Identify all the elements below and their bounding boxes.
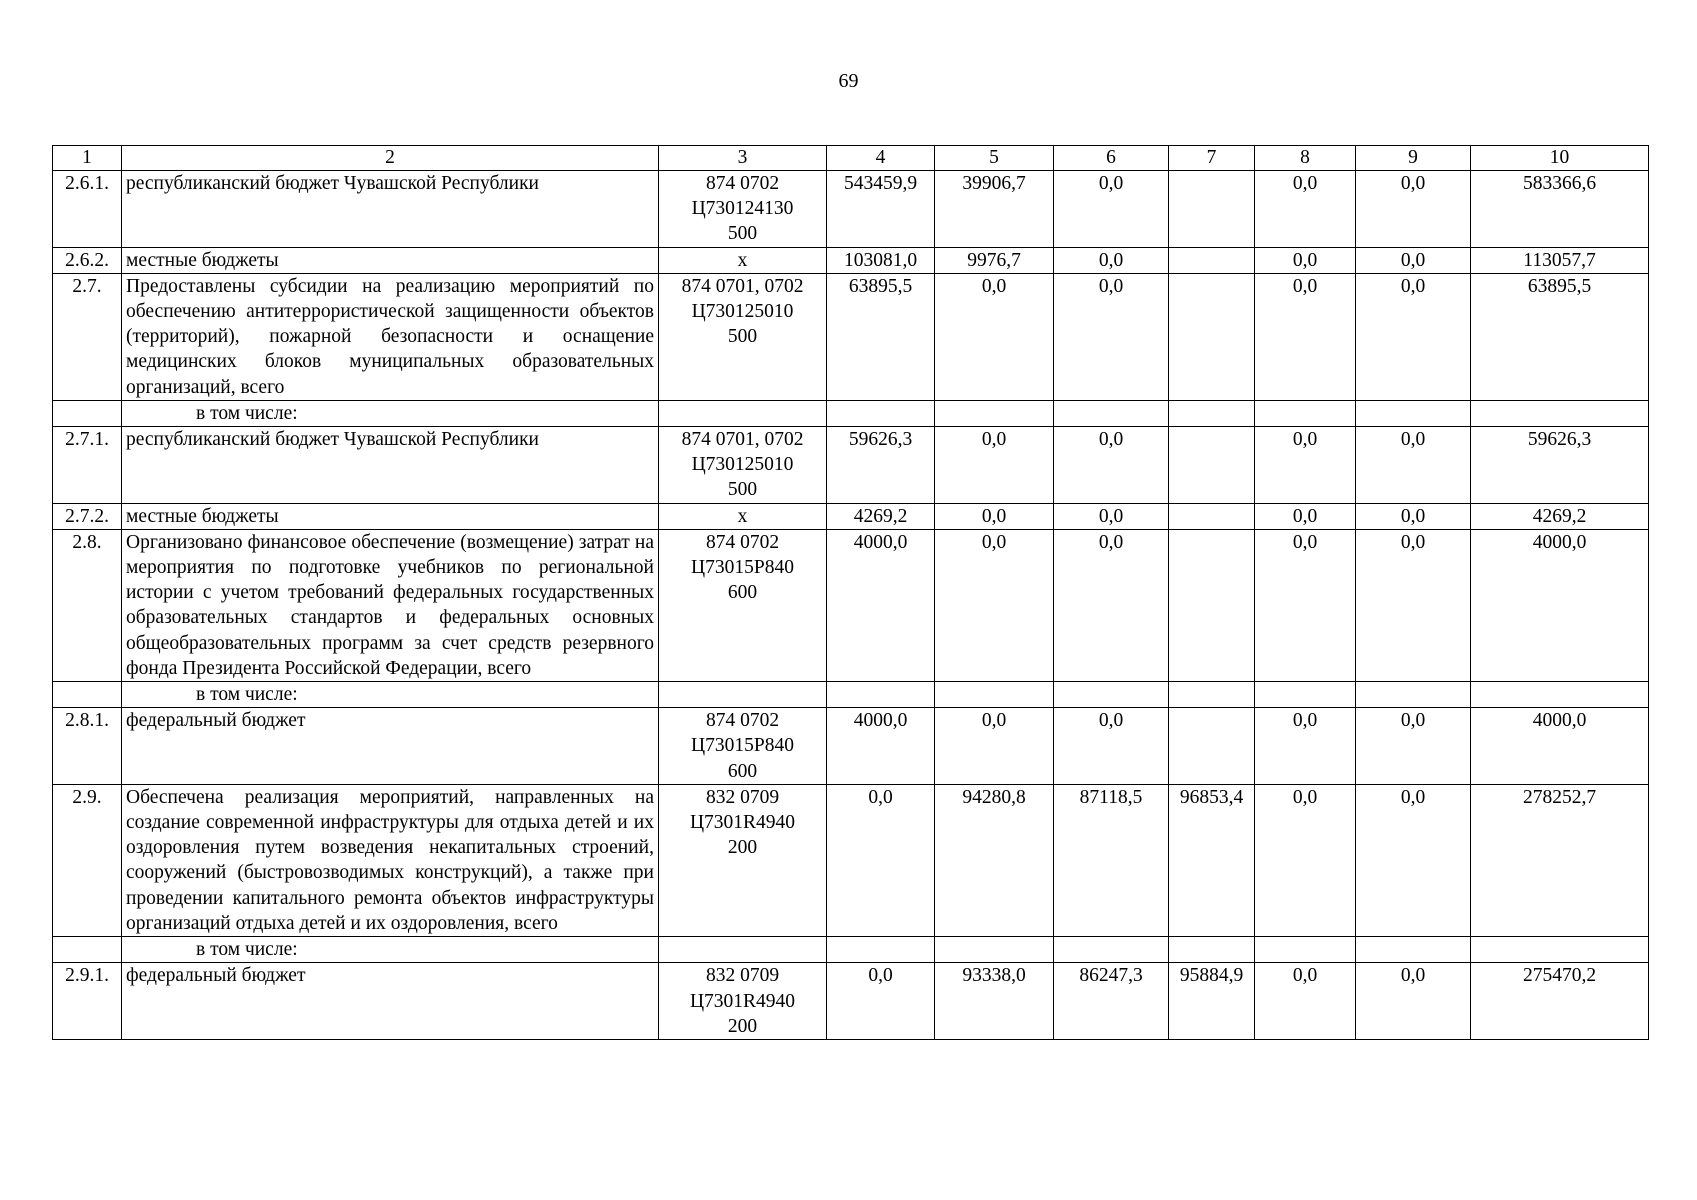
row-number-cell: 2.7.1.: [53, 427, 122, 504]
value-cell-4: 0,0: [827, 963, 935, 1040]
value-cell-8: 0,0: [1255, 503, 1356, 529]
total-cell: 113057,7: [1471, 247, 1649, 273]
value-cell-8: 0,0: [1255, 529, 1356, 681]
column-header: 4: [827, 146, 935, 171]
value-cell-5: 0,0: [935, 273, 1054, 400]
value-cell-9: 0,0: [1356, 171, 1471, 248]
budget-code-cell: [659, 784, 827, 936]
budget-code-line: 874 0701, 0702: [681, 429, 804, 451]
value-cell-4: 543459,9: [827, 171, 935, 248]
total-cell: [1471, 682, 1649, 708]
value-cell-6: 0,0: [1054, 171, 1169, 248]
value-cell-9: 0,0: [1356, 247, 1471, 273]
table-body: [53, 146, 1649, 1040]
value-cell-7: [1169, 708, 1255, 785]
table-row: [53, 400, 1649, 426]
value-cell-9: [1356, 682, 1471, 708]
value-cell-8: 0,0: [1255, 427, 1356, 504]
budget-table: [52, 145, 1649, 1040]
row-number-cell: 2.7.2.: [53, 503, 122, 529]
value-cell-8: 0,0: [1255, 708, 1356, 785]
table-row: [53, 171, 1649, 248]
table-row: [53, 247, 1649, 273]
table-row: [53, 937, 1649, 963]
total-cell: [1471, 937, 1649, 963]
total-cell: 4269,2: [1471, 503, 1649, 529]
budget-code-cell: [659, 171, 827, 248]
value-cell-6: 0,0: [1054, 427, 1169, 504]
value-cell-7: [1169, 682, 1255, 708]
row-number-cell: 2.7.: [53, 273, 122, 400]
value-cell-5: 0,0: [935, 529, 1054, 681]
value-cell-7: 95884,9: [1169, 963, 1255, 1040]
value-cell-7: [1169, 400, 1255, 426]
column-header: 5: [935, 146, 1054, 171]
column-header: 8: [1255, 146, 1356, 171]
description-cell: [122, 708, 659, 785]
value-cell-6: [1054, 682, 1169, 708]
description-text: республиканский бюджет Чувашской Республики: [126, 173, 539, 194]
row-number-cell: 2.9.1.: [53, 963, 122, 1040]
value-cell-5: [935, 682, 1054, 708]
value-cell-7: [1169, 171, 1255, 248]
value-cell-9: 0,0: [1356, 273, 1471, 400]
value-cell-6: 0,0: [1054, 273, 1169, 400]
value-cell-9: 0,0: [1356, 427, 1471, 504]
value-cell-9: [1356, 937, 1471, 963]
value-cell-4: 0,0: [827, 784, 935, 936]
total-cell: 4000,0: [1471, 529, 1649, 681]
budget-code-line: 874 0702: [705, 531, 780, 553]
row-number-cell: 2.8.: [53, 529, 122, 681]
budget-code-line: x: [737, 249, 748, 271]
total-cell: 275470,2: [1471, 963, 1649, 1040]
value-cell-5: [935, 400, 1054, 426]
value-cell-7: [1169, 427, 1255, 504]
budget-code-line: 600: [727, 760, 758, 782]
budget-code-cell: [659, 937, 827, 963]
value-cell-7: [1169, 937, 1255, 963]
budget-code-line: 200: [727, 1015, 758, 1037]
description-text: местные бюджеты: [126, 249, 279, 271]
description-cell: [122, 529, 659, 681]
value-cell-4: 103081,0: [827, 247, 935, 273]
description-text: федеральный бюджет: [126, 965, 306, 987]
budget-code-cell: [659, 400, 827, 426]
budget-code-cell: [659, 427, 827, 504]
description-cell: [122, 682, 659, 708]
row-number-cell: 2.6.2.: [53, 247, 122, 273]
value-cell-7: [1169, 273, 1255, 400]
value-cell-6: [1054, 400, 1169, 426]
row-number-cell: [53, 682, 122, 708]
budget-code-line: 874 0701, 0702: [681, 275, 804, 297]
value-cell-8: [1255, 400, 1356, 426]
table-row: [53, 682, 1649, 708]
budget-code-line: Ц730125010: [691, 301, 794, 323]
budget-code-line: 500: [727, 326, 758, 348]
budget-code-cell: [659, 682, 827, 708]
subheading-label: в том числе:: [196, 939, 298, 961]
description-cell: [122, 273, 659, 400]
budget-code-line: 500: [727, 223, 758, 245]
value-cell-4: 63895,5: [827, 273, 935, 400]
value-cell-6: [1054, 937, 1169, 963]
value-cell-6: 0,0: [1054, 529, 1169, 681]
value-cell-8: 0,0: [1255, 171, 1356, 248]
value-cell-4: 4000,0: [827, 708, 935, 785]
column-header: 3: [659, 146, 827, 171]
budget-code-cell: [659, 503, 827, 529]
value-cell-6: 0,0: [1054, 247, 1169, 273]
budget-code-line: Ц73015Р840: [691, 735, 794, 757]
budget-code-line: 874 0702: [705, 173, 780, 194]
value-cell-7: [1169, 529, 1255, 681]
column-header: 6: [1054, 146, 1169, 171]
value-cell-4: [827, 937, 935, 963]
value-cell-5: 0,0: [935, 427, 1054, 504]
column-number-header-row: [53, 146, 1649, 171]
description-cell: [122, 400, 659, 426]
budget-code-line: 500: [727, 479, 758, 501]
value-cell-4: 4269,2: [827, 503, 935, 529]
row-number-cell: 2.6.1.: [53, 171, 122, 248]
subheading-label: в том числе:: [196, 684, 298, 706]
table-row: [53, 427, 1649, 504]
budget-code-line: Ц730124130: [691, 198, 794, 220]
row-number-cell: 2.9.: [53, 784, 122, 936]
value-cell-9: 0,0: [1356, 708, 1471, 785]
table-row: [53, 503, 1649, 529]
value-cell-6: 86247,3: [1054, 963, 1169, 1040]
value-cell-5: 9976,7: [935, 247, 1054, 273]
budget-code-line: 200: [727, 837, 758, 859]
description-cell: [122, 427, 659, 504]
total-cell: [1471, 400, 1649, 426]
table-row: [53, 708, 1649, 785]
description-text: Организовано финансовое обеспечение (возмещение) затрат на мероприятия по подготовке учебников по региональной истории с учетом требований федеральных государственных образовательных стандартов и федеральных основных общеобразовательных программ за счет средств резервного фонда Президента Российской Федерации, всего: [126, 531, 654, 679]
value-cell-6: 0,0: [1054, 708, 1169, 785]
total-cell: 63895,5: [1471, 273, 1649, 400]
value-cell-9: 0,0: [1356, 784, 1471, 936]
value-cell-5: 93338,0: [935, 963, 1054, 1040]
value-cell-9: [1356, 400, 1471, 426]
budget-code-cell: [659, 529, 827, 681]
column-header: 10: [1471, 146, 1649, 171]
value-cell-8: 0,0: [1255, 247, 1356, 273]
budget-code-line: 874 0702: [705, 710, 780, 732]
description-cell: [122, 963, 659, 1040]
description-text: Обеспечена реализация мероприятий, направленных на создание современной инфраструктуры для отдыха детей и их оздоровления путем возведения некапитальных строений, сооружений (быстровозводимых конструкций), а также при проведении капитального ремонта объектов инфраструктуры организаций отдыха детей и их оздоровления, всего: [126, 786, 654, 934]
row-number-cell: [53, 937, 122, 963]
total-cell: 278252,7: [1471, 784, 1649, 936]
value-cell-5: 0,0: [935, 708, 1054, 785]
value-cell-7: [1169, 503, 1255, 529]
value-cell-5: 0,0: [935, 503, 1054, 529]
row-number-cell: [53, 400, 122, 426]
budget-code-line: Ц73015Р840: [691, 557, 794, 579]
value-cell-4: 4000,0: [827, 529, 935, 681]
column-header: 9: [1356, 146, 1471, 171]
description-cell: [122, 503, 659, 529]
page-number: 69: [838, 70, 859, 92]
budget-code-cell: [659, 273, 827, 400]
column-header: 2: [122, 146, 659, 171]
description-text: республиканский бюджет Чувашской Республики: [126, 429, 539, 451]
description-cell: [122, 784, 659, 936]
total-cell: 59626,3: [1471, 427, 1649, 504]
value-cell-7: 96853,4: [1169, 784, 1255, 936]
value-cell-6: 87118,5: [1054, 784, 1169, 936]
budget-code-cell: [659, 247, 827, 273]
value-cell-8: 0,0: [1255, 963, 1356, 1040]
total-cell: 583366,6: [1471, 171, 1649, 248]
value-cell-9: 0,0: [1356, 503, 1471, 529]
budget-code-line: Ц7301R4940: [689, 990, 796, 1012]
value-cell-9: 0,0: [1356, 529, 1471, 681]
budget-code-line: Ц730125010: [691, 454, 794, 476]
description-cell: [122, 247, 659, 273]
description-text: Предоставлены субсидии на реализацию мероприятий по обеспечению антитеррористической защищенности объектов (территорий), пожарной безопасности и оснащение медицинских блоков муниципальных образовательных организаций, всего: [126, 275, 654, 398]
value-cell-6: 0,0: [1054, 503, 1169, 529]
table-row: [53, 963, 1649, 1040]
value-cell-5: 94280,8: [935, 784, 1054, 936]
value-cell-4: [827, 400, 935, 426]
budget-code-cell: [659, 963, 827, 1040]
value-cell-7: [1169, 247, 1255, 273]
description-text: местные бюджеты: [126, 505, 279, 527]
description-cell: [122, 171, 659, 248]
row-number-cell: 2.8.1.: [53, 708, 122, 785]
budget-code-line: Ц7301R4940: [689, 812, 796, 834]
value-cell-8: [1255, 937, 1356, 963]
description-text: федеральный бюджет: [126, 710, 306, 732]
value-cell-8: 0,0: [1255, 273, 1356, 400]
value-cell-4: 59626,3: [827, 427, 935, 504]
table-row: [53, 784, 1649, 936]
total-cell: 4000,0: [1471, 708, 1649, 785]
value-cell-8: [1255, 682, 1356, 708]
value-cell-5: 39906,7: [935, 171, 1054, 248]
table-row: [53, 273, 1649, 400]
table-row: [53, 529, 1649, 681]
value-cell-8: 0,0: [1255, 784, 1356, 936]
budget-code-line: x: [737, 505, 748, 527]
budget-code-line: 600: [727, 582, 758, 604]
value-cell-4: [827, 682, 935, 708]
budget-code-line: 832 0709: [705, 786, 780, 808]
value-cell-5: [935, 937, 1054, 963]
description-cell: [122, 937, 659, 963]
column-header: 1: [53, 146, 122, 171]
budget-code-cell: [659, 708, 827, 785]
value-cell-9: 0,0: [1356, 963, 1471, 1040]
subheading-label: в том числе:: [196, 402, 298, 424]
column-header: 7: [1169, 146, 1255, 171]
budget-code-line: 832 0709: [705, 965, 780, 987]
